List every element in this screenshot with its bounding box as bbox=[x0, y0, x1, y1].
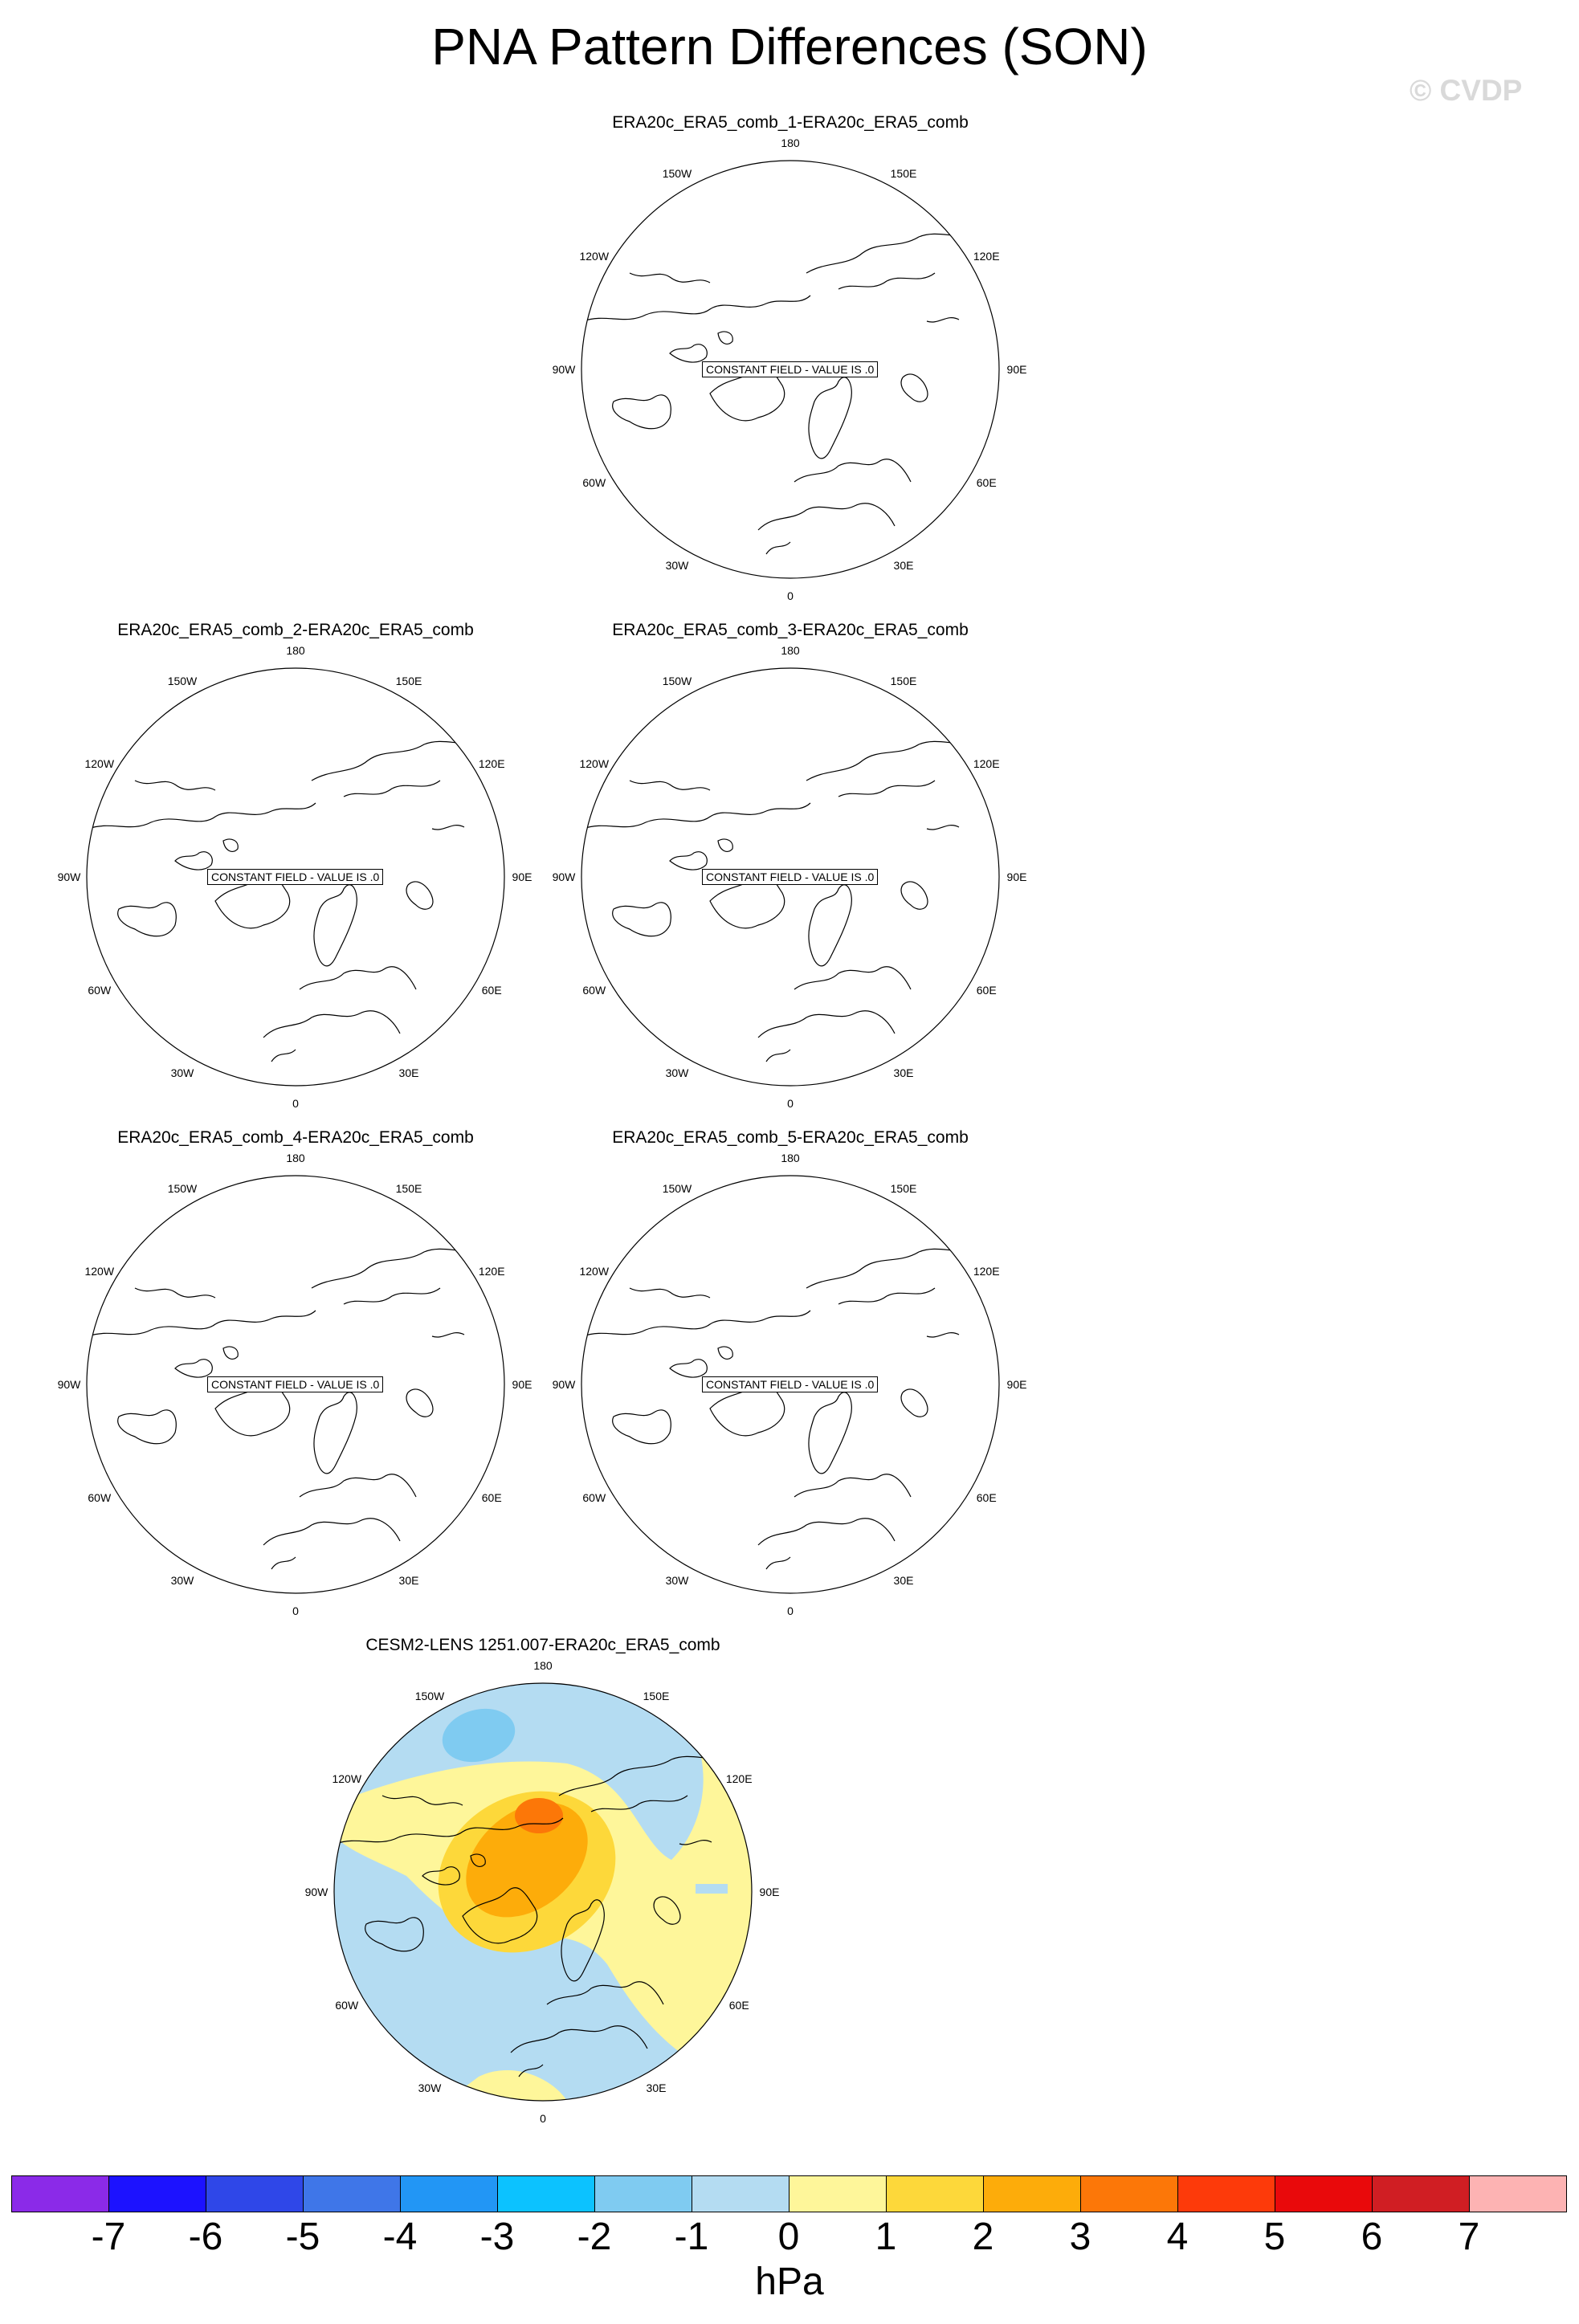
longitude-label: 150E bbox=[395, 1181, 422, 1195]
longitude-label: 60W bbox=[88, 1491, 112, 1504]
colorbar-tick-label: -5 bbox=[285, 2216, 320, 2258]
longitude-label: 120E bbox=[478, 757, 505, 770]
panel-title: ERA20c_ERA5_comb_2-ERA20c_ERA5_comb bbox=[117, 621, 474, 639]
longitude-label: 60W bbox=[582, 1491, 606, 1504]
map-panel-6 bbox=[294, 1635, 792, 2133]
longitude-label: 120E bbox=[725, 1772, 753, 1785]
longitude-label: 90E bbox=[1006, 1378, 1027, 1391]
longitude-label: 90E bbox=[1006, 363, 1027, 376]
longitude-label: 150W bbox=[662, 1181, 692, 1195]
longitude-label: 120W bbox=[579, 757, 610, 770]
longitude-label: 0 bbox=[540, 2112, 546, 2125]
longitude-label: 90W bbox=[57, 870, 81, 883]
constant-field-label: CONSTANT FIELD - VALUE IS .0 bbox=[702, 361, 878, 377]
longitude-label: 180 bbox=[781, 1152, 800, 1164]
longitude-label: 90W bbox=[552, 870, 576, 883]
colorbar-swatch bbox=[1177, 2175, 1275, 2212]
longitude-label: 120W bbox=[579, 1265, 610, 1278]
longitude-label: 90W bbox=[552, 1378, 576, 1391]
map-panel-3 bbox=[541, 620, 1039, 1118]
longitude-label: 30E bbox=[893, 559, 914, 573]
longitude-label: 150E bbox=[395, 674, 422, 687]
colorbar-swatch bbox=[1469, 2175, 1567, 2212]
longitude-label: 60W bbox=[88, 984, 112, 997]
colorbar-swatch bbox=[1080, 2175, 1178, 2212]
colorbar-swatch bbox=[1372, 2175, 1470, 2212]
longitude-label: 120W bbox=[84, 757, 115, 770]
longitude-label: 30E bbox=[398, 1066, 419, 1080]
map-panel-5 bbox=[541, 1127, 1039, 1625]
colorbar-tick-label: 2 bbox=[972, 2216, 994, 2258]
longitude-label: 120E bbox=[973, 250, 1000, 263]
longitude-label: 30W bbox=[170, 1574, 194, 1588]
panel-title: ERA20c_ERA5_comb_4-ERA20c_ERA5_comb bbox=[117, 1128, 474, 1147]
colorbar-swatch bbox=[400, 2175, 498, 2212]
longitude-label: 120W bbox=[579, 250, 610, 263]
longitude-label: 180 bbox=[781, 137, 800, 149]
longitude-label: 150W bbox=[662, 674, 692, 687]
longitude-label: 180 bbox=[533, 1659, 553, 1672]
panel-title: ERA20c_ERA5_comb_3-ERA20c_ERA5_comb bbox=[612, 621, 969, 639]
longitude-label: 30E bbox=[893, 1066, 914, 1080]
longitude-label: 30W bbox=[170, 1066, 194, 1080]
longitude-label: 150E bbox=[643, 1689, 670, 1702]
longitude-label: 30E bbox=[893, 1574, 914, 1588]
longitude-label: 60E bbox=[976, 984, 997, 997]
longitude-label: 150W bbox=[414, 1689, 445, 1702]
colorbar-tick-label: 4 bbox=[1166, 2216, 1189, 2258]
longitude-label: 90W bbox=[57, 1378, 81, 1391]
colorbar-tick-label: 5 bbox=[1263, 2216, 1286, 2258]
colorbar-swatch bbox=[206, 2175, 304, 2212]
longitude-label: 120E bbox=[973, 757, 1000, 770]
longitude-label: 150E bbox=[890, 1181, 917, 1195]
colorbar-swatch bbox=[497, 2175, 595, 2212]
longitude-label: 0 bbox=[787, 1604, 794, 1617]
longitude-label: 180 bbox=[781, 644, 800, 657]
longitude-label: 30W bbox=[418, 2081, 442, 2095]
longitude-label: 0 bbox=[292, 1604, 299, 1617]
colorbar-swatch bbox=[11, 2175, 109, 2212]
longitude-label: 30W bbox=[665, 1066, 689, 1080]
longitude-label: 180 bbox=[286, 644, 305, 657]
colorbar-tick-label: 1 bbox=[875, 2216, 897, 2258]
longitude-label: 60E bbox=[481, 984, 502, 997]
colorbar-swatch bbox=[108, 2175, 206, 2212]
longitude-label: 0 bbox=[787, 589, 794, 602]
longitude-label: 180 bbox=[286, 1152, 305, 1164]
longitude-label: 0 bbox=[292, 1097, 299, 1110]
constant-field-label: CONSTANT FIELD - VALUE IS .0 bbox=[207, 1376, 383, 1392]
longitude-label: 30E bbox=[646, 2081, 667, 2095]
polar-map bbox=[294, 1635, 792, 2133]
longitude-label: 90W bbox=[552, 363, 576, 376]
constant-field-label: CONSTANT FIELD - VALUE IS .0 bbox=[207, 869, 383, 885]
colorbar bbox=[11, 2175, 1566, 2214]
watermark: © CVDP bbox=[1410, 74, 1523, 107]
longitude-label: 150E bbox=[890, 166, 917, 180]
longitude-label: 90E bbox=[512, 1378, 532, 1391]
longitude-label: 60W bbox=[582, 984, 606, 997]
colorbar-swatch bbox=[692, 2175, 790, 2212]
longitude-label: 120E bbox=[973, 1265, 1000, 1278]
longitude-label: 150E bbox=[890, 674, 917, 687]
longitude-label: 120W bbox=[332, 1772, 362, 1785]
colorbar-tick-label: 7 bbox=[1458, 2216, 1480, 2258]
colorbar-swatch bbox=[303, 2175, 401, 2212]
longitude-label: 60E bbox=[728, 1999, 749, 2012]
longitude-label: 120E bbox=[478, 1265, 505, 1278]
colorbar-units: hPa bbox=[755, 2261, 824, 2303]
map-panel-2 bbox=[47, 620, 545, 1118]
colorbar-tick-label: -7 bbox=[91, 2216, 126, 2258]
colorbar-tick-label: 6 bbox=[1361, 2216, 1383, 2258]
colorbar-tick-label: 0 bbox=[777, 2216, 800, 2258]
longitude-label: 90E bbox=[512, 870, 532, 883]
colorbar-tick-label: -6 bbox=[188, 2216, 223, 2258]
colorbar-swatch bbox=[594, 2175, 692, 2212]
longitude-label: 150W bbox=[662, 166, 692, 180]
map-panel-1 bbox=[541, 112, 1039, 610]
longitude-label: 30E bbox=[398, 1574, 419, 1588]
longitude-label: 150W bbox=[167, 1181, 198, 1195]
longitude-label: 60E bbox=[481, 1491, 502, 1504]
longitude-label: 0 bbox=[787, 1097, 794, 1110]
colorbar-swatch bbox=[983, 2175, 1081, 2212]
longitude-label: 60E bbox=[976, 476, 997, 489]
colorbar-swatch bbox=[789, 2175, 887, 2212]
panel-title: ERA20c_ERA5_comb_1-ERA20c_ERA5_comb bbox=[612, 113, 969, 132]
longitude-label: 150W bbox=[167, 674, 198, 687]
longitude-label: 60E bbox=[976, 1491, 997, 1504]
longitude-label: 90W bbox=[304, 1886, 328, 1898]
colorbar-swatch bbox=[886, 2175, 984, 2212]
colorbar-swatch bbox=[1275, 2175, 1373, 2212]
longitude-label: 60W bbox=[582, 476, 606, 489]
figure-title: PNA Pattern Differences (SON) bbox=[431, 18, 1148, 75]
constant-field-label: CONSTANT FIELD - VALUE IS .0 bbox=[702, 869, 878, 885]
longitude-label: 90E bbox=[759, 1886, 780, 1898]
map-panel-4 bbox=[47, 1127, 545, 1625]
longitude-label: 30W bbox=[665, 1574, 689, 1588]
longitude-label: 30W bbox=[665, 559, 689, 573]
panel-title: CESM2-LENS 1251.007-ERA20c_ERA5_comb bbox=[365, 1636, 720, 1654]
colorbar-tick-label: -1 bbox=[674, 2216, 709, 2258]
colorbar-tick-label: -2 bbox=[577, 2216, 612, 2258]
constant-field-label: CONSTANT FIELD - VALUE IS .0 bbox=[702, 1376, 878, 1392]
longitude-label: 90E bbox=[1006, 870, 1027, 883]
colorbar-tick-label: -3 bbox=[479, 2216, 515, 2258]
longitude-label: 120W bbox=[84, 1265, 115, 1278]
colorbar-tick-label: 3 bbox=[1069, 2216, 1091, 2258]
panel-title: ERA20c_ERA5_comb_5-ERA20c_ERA5_comb bbox=[612, 1128, 969, 1147]
colorbar-tick-label: -4 bbox=[382, 2216, 418, 2258]
longitude-label: 60W bbox=[335, 1999, 359, 2012]
